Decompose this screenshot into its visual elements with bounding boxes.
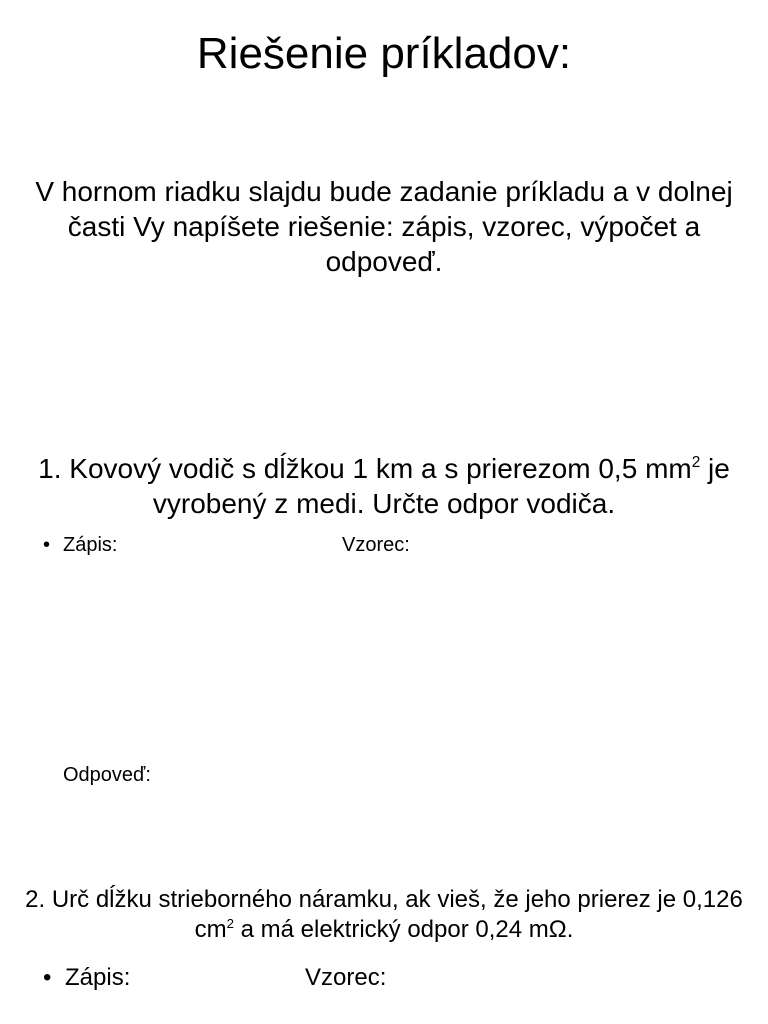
- problem-1-text-before: 1. Kovový vodič s dĺžkou 1 km a s prierezom 0,5 mm: [38, 453, 692, 484]
- problem-2-zapis-label: Zápis:: [65, 964, 131, 991]
- problem-2-vzorec-label: Vzorec:: [305, 964, 387, 991]
- bullet-icon: •: [43, 964, 52, 991]
- intro-paragraph: V hornom riadku slajdu bude zadanie príkladu a v dolnej časti Vy napíšete riešenie: zápis, vzorec, výpočet a odpoveď.: [35, 176, 733, 277]
- page-title: Riešenie príkladov:: [196, 29, 572, 78]
- bullet-icon: •: [43, 534, 51, 556]
- problem-2-superscript: 2: [226, 915, 234, 931]
- problem-1-text-after: je vyrobený z medi. Určte odpor vodiča.: [152, 453, 730, 519]
- problem-2-statement: [24, 885, 744, 945]
- problem-2-text-before: 2. Urč dĺžku strieborného náramku, ak vieš, že jeho prierez je 0,126 cm: [25, 886, 743, 943]
- problem-1-statement: [24, 451, 744, 521]
- problem-2-text-after: a má elektrický odpor 0,24 mΩ.: [233, 916, 574, 943]
- problem-1-vzorec-label: Vzorec:: [342, 534, 410, 556]
- problem-1-odpoved-label: Odpoveď:: [63, 764, 151, 786]
- problem-1-zapis-label: Zápis:: [63, 534, 118, 556]
- problem-1-superscript: 2: [691, 454, 701, 472]
